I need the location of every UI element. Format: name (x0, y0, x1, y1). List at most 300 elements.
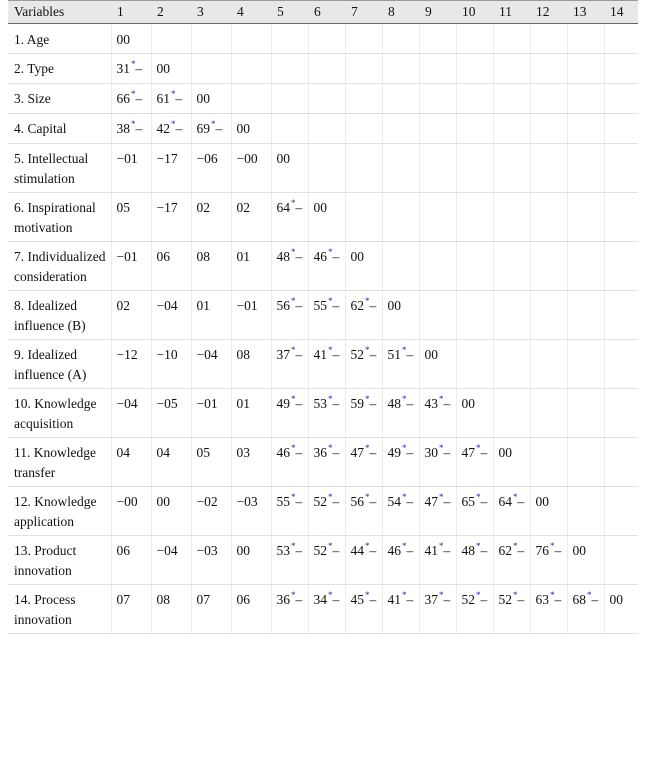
correlation-value: 52 (498, 592, 512, 607)
correlation-value: 52 (313, 543, 327, 558)
correlation-value: 62 (350, 298, 364, 313)
significance-marker[interactable]: * (328, 247, 333, 257)
table-cell (308, 54, 345, 84)
correlation-value: 08 (236, 347, 250, 362)
column-header-5: 5 (271, 1, 308, 24)
column-header-14: 14 (604, 1, 638, 24)
correlation-value: 43 (424, 396, 438, 411)
table-cell (308, 24, 345, 54)
table-cell (111, 291, 151, 340)
table-cell (493, 144, 530, 193)
table-cell (231, 585, 271, 634)
significance-marker[interactable]: * (402, 541, 407, 551)
correlation-value: 46 (276, 445, 290, 460)
column-header-4: 4 (231, 1, 271, 24)
table-cell (191, 487, 231, 536)
significance-marker[interactable]: * (291, 247, 296, 257)
table-cell (308, 291, 345, 340)
significance-trailer: – (332, 396, 340, 411)
significance-marker[interactable]: * (550, 541, 555, 551)
table-cell (345, 585, 382, 634)
table-cell (382, 242, 419, 291)
table-cell (419, 242, 456, 291)
table-cell (151, 24, 191, 54)
significance-marker[interactable]: * (291, 443, 296, 453)
correlation-value: −17 (156, 200, 178, 215)
significance-trailer: – (332, 445, 340, 460)
table-cell (530, 585, 567, 634)
table-cell (604, 84, 638, 114)
correlation-value: 47 (350, 445, 364, 460)
correlation-value: 37 (424, 592, 438, 607)
table-cell (530, 389, 567, 438)
correlation-value: 36 (313, 445, 327, 460)
variable-label: 14. Process innovation (8, 585, 111, 634)
table-cell (345, 242, 382, 291)
correlation-value: 34 (313, 592, 327, 607)
table-cell (231, 438, 271, 487)
table-cell (111, 438, 151, 487)
table-row (8, 24, 638, 54)
table-cell (604, 487, 638, 536)
table-cell (604, 193, 638, 242)
significance-marker[interactable]: * (291, 394, 296, 404)
table-cell (456, 389, 493, 438)
table-cell (231, 389, 271, 438)
table-cell (567, 536, 604, 585)
correlation-value: 00 (535, 494, 549, 509)
significance-trailer: – (443, 543, 451, 558)
correlation-value: 01 (236, 396, 250, 411)
table-cell (151, 291, 191, 340)
table-cell (345, 438, 382, 487)
table-cell (308, 536, 345, 585)
correlation-value: 07 (116, 592, 130, 607)
table-cell (493, 585, 530, 634)
significance-marker[interactable]: * (171, 119, 176, 129)
column-header-9: 9 (419, 1, 456, 24)
significance-trailer: – (443, 445, 451, 460)
significance-trailer: – (443, 396, 451, 411)
significance-trailer: – (295, 298, 303, 313)
significance-marker[interactable]: * (171, 89, 176, 99)
correlation-value: 76 (535, 543, 549, 558)
variable-label: 9. Idealized influence (A) (8, 340, 111, 389)
table-cell (271, 291, 308, 340)
correlation-value: 46 (387, 543, 401, 558)
table-row (8, 438, 638, 487)
table-cell (567, 24, 604, 54)
correlation-value: 51 (387, 347, 401, 362)
table-cell (111, 114, 151, 144)
table-cell (382, 54, 419, 84)
significance-trailer: – (369, 494, 377, 509)
table-cell (231, 84, 271, 114)
significance-marker[interactable]: * (291, 541, 296, 551)
correlation-value: 48 (387, 396, 401, 411)
significance-marker[interactable]: * (291, 296, 296, 306)
significance-marker[interactable]: * (402, 394, 407, 404)
table-cell (567, 144, 604, 193)
significance-trailer: – (295, 347, 303, 362)
table-cell (308, 438, 345, 487)
table-cell (530, 54, 567, 84)
table-cell (456, 242, 493, 291)
table-cell (111, 144, 151, 193)
significance-marker[interactable]: * (587, 590, 592, 600)
table-row (8, 291, 638, 340)
correlation-value: −10 (156, 347, 178, 362)
table-cell (345, 54, 382, 84)
column-header-10: 10 (456, 1, 493, 24)
significance-marker[interactable]: * (328, 394, 333, 404)
table-cell (345, 291, 382, 340)
table-cell (111, 242, 151, 291)
significance-marker[interactable]: * (439, 394, 444, 404)
table-cell (382, 193, 419, 242)
table-cell (530, 193, 567, 242)
table-cell (308, 585, 345, 634)
significance-marker[interactable]: * (402, 590, 407, 600)
table-cell (191, 193, 231, 242)
variable-label: 3. Size (8, 84, 111, 114)
correlation-value: −03 (196, 543, 218, 558)
correlation-value: 00 (498, 445, 512, 460)
table-cell (530, 438, 567, 487)
table-cell (419, 536, 456, 585)
significance-marker[interactable]: * (402, 492, 407, 502)
correlation-value: −17 (156, 151, 178, 166)
correlation-value: 00 (196, 91, 210, 106)
table-cell (191, 242, 231, 291)
significance-marker[interactable]: * (402, 443, 407, 453)
table-cell (530, 291, 567, 340)
significance-trailer: – (295, 200, 303, 215)
table-cell (231, 291, 271, 340)
significance-trailer: – (332, 347, 340, 362)
column-header-7: 7 (345, 1, 382, 24)
significance-marker[interactable]: * (365, 296, 370, 306)
table-cell (493, 291, 530, 340)
table-cell (419, 291, 456, 340)
table-cell (456, 114, 493, 144)
table-cell (345, 114, 382, 144)
table-cell (604, 291, 638, 340)
correlation-value: 08 (196, 249, 210, 264)
significance-marker[interactable]: * (291, 492, 296, 502)
significance-marker[interactable]: * (439, 443, 444, 453)
table-cell (151, 84, 191, 114)
significance-trailer: – (332, 543, 340, 558)
significance-marker[interactable]: * (365, 492, 370, 502)
variable-label: 13. Product innovation (8, 536, 111, 585)
significance-marker[interactable]: * (365, 541, 370, 551)
table-cell (345, 24, 382, 54)
table-cell (382, 438, 419, 487)
table-cell (231, 54, 271, 84)
table-cell (456, 585, 493, 634)
table-row (8, 340, 638, 389)
correlation-value: 49 (387, 445, 401, 460)
significance-marker[interactable]: * (328, 590, 333, 600)
table-cell (151, 487, 191, 536)
table-cell (530, 536, 567, 585)
significance-marker[interactable]: * (439, 492, 444, 502)
table-cell (191, 291, 231, 340)
table-cell (271, 585, 308, 634)
table-cell (530, 487, 567, 536)
correlation-value: −04 (196, 347, 218, 362)
correlation-value: 49 (276, 396, 290, 411)
significance-marker[interactable]: * (365, 590, 370, 600)
correlation-value: 52 (313, 494, 327, 509)
correlation-value: 46 (313, 249, 327, 264)
table-cell (493, 242, 530, 291)
table-cell (308, 144, 345, 193)
significance-trailer: – (406, 494, 414, 509)
table-cell (151, 536, 191, 585)
significance-marker[interactable]: * (211, 119, 216, 129)
variable-label: 8. Idealized influence (B) (8, 291, 111, 340)
correlation-value: −02 (196, 494, 218, 509)
table-cell (308, 340, 345, 389)
table-cell (345, 487, 382, 536)
table-row (8, 585, 638, 634)
significance-marker[interactable]: * (131, 89, 136, 99)
table-cell (382, 114, 419, 144)
correlation-value: 00 (609, 592, 623, 607)
correlation-value: −01 (196, 396, 218, 411)
significance-marker[interactable]: * (439, 590, 444, 600)
table-cell (456, 24, 493, 54)
column-header-13: 13 (567, 1, 604, 24)
table-cell (191, 84, 231, 114)
column-header-variables: Variables (8, 1, 111, 24)
table-cell (191, 340, 231, 389)
table-cell (382, 340, 419, 389)
table-cell (493, 54, 530, 84)
table-cell (493, 84, 530, 114)
column-header-12: 12 (530, 1, 567, 24)
correlation-value: 00 (313, 200, 327, 215)
correlation-value: 69 (196, 121, 210, 136)
table-cell (530, 242, 567, 291)
table-cell (456, 144, 493, 193)
variable-label: 4. Capital (8, 114, 111, 144)
table-cell (567, 487, 604, 536)
table-cell (151, 193, 191, 242)
correlation-value: 64 (276, 200, 290, 215)
significance-trailer: – (295, 543, 303, 558)
correlation-value: 56 (350, 494, 364, 509)
table-row (8, 487, 638, 536)
table-cell (231, 242, 271, 291)
significance-marker[interactable]: * (328, 541, 333, 551)
table-cell (530, 24, 567, 54)
significance-marker[interactable]: * (476, 492, 481, 502)
correlation-value: 64 (498, 494, 512, 509)
significance-marker[interactable]: * (328, 296, 333, 306)
significance-trailer: – (369, 445, 377, 460)
table-cell (271, 340, 308, 389)
table-cell (419, 193, 456, 242)
correlation-value: 00 (236, 543, 250, 558)
table-row (8, 389, 638, 438)
table-cell (419, 84, 456, 114)
table-cell (419, 24, 456, 54)
significance-trailer: – (175, 121, 183, 136)
significance-marker[interactable]: * (439, 541, 444, 551)
table-cell (151, 438, 191, 487)
table-cell (419, 54, 456, 84)
variable-label: 2. Type (8, 54, 111, 84)
variable-label: 10. Knowledge acquisition (8, 389, 111, 438)
table-cell (345, 536, 382, 585)
significance-trailer: – (480, 543, 488, 558)
table-cell (151, 242, 191, 291)
column-header-11: 11 (493, 1, 530, 24)
column-header-1: 1 (111, 1, 151, 24)
significance-trailer: – (369, 592, 377, 607)
significance-trailer: – (480, 494, 488, 509)
significance-marker[interactable]: * (291, 590, 296, 600)
table-cell (493, 193, 530, 242)
significance-marker[interactable]: * (550, 590, 555, 600)
table-header-row (8, 1, 638, 24)
table-cell (151, 340, 191, 389)
correlation-value: −06 (196, 151, 218, 166)
table-cell (456, 54, 493, 84)
significance-trailer: – (369, 543, 377, 558)
correlation-value: 00 (116, 32, 130, 47)
significance-trailer: – (406, 592, 414, 607)
table-cell (604, 54, 638, 84)
column-header-8: 8 (382, 1, 419, 24)
table-cell (271, 438, 308, 487)
table-cell (345, 144, 382, 193)
significance-trailer: – (517, 592, 525, 607)
significance-trailer: – (480, 445, 488, 460)
correlation-value: 00 (156, 494, 170, 509)
correlation-value: 00 (156, 61, 170, 76)
table-cell (382, 144, 419, 193)
correlation-value: 02 (196, 200, 210, 215)
significance-marker[interactable]: * (291, 198, 296, 208)
table-cell (151, 114, 191, 144)
table-cell (111, 24, 151, 54)
table-cell (382, 291, 419, 340)
significance-marker[interactable]: * (476, 590, 481, 600)
correlation-value: 00 (572, 543, 586, 558)
correlation-value: −04 (156, 298, 178, 313)
significance-marker[interactable]: * (365, 345, 370, 355)
table-cell (382, 84, 419, 114)
significance-marker[interactable]: * (365, 443, 370, 453)
significance-trailer: – (295, 494, 303, 509)
table-cell (271, 487, 308, 536)
significance-trailer: – (443, 494, 451, 509)
significance-marker[interactable]: * (328, 345, 333, 355)
variable-label: 11. Knowledge transfer (8, 438, 111, 487)
significance-trailer: – (135, 121, 143, 136)
significance-trailer: – (295, 445, 303, 460)
table-cell (345, 340, 382, 389)
correlation-value: 06 (116, 543, 130, 558)
correlation-value: 52 (461, 592, 475, 607)
table-cell (567, 389, 604, 438)
correlation-value: 31 (116, 61, 130, 76)
table-cell (111, 487, 151, 536)
variable-label: 6. Inspirational motivation (8, 193, 111, 242)
correlation-value: 02 (116, 298, 130, 313)
significance-trailer: – (332, 298, 340, 313)
significance-marker[interactable]: * (328, 492, 333, 502)
table-cell (567, 340, 604, 389)
correlation-value: 02 (236, 200, 250, 215)
significance-marker[interactable]: * (402, 345, 407, 355)
correlation-value: 00 (424, 347, 438, 362)
significance-marker[interactable]: * (291, 345, 296, 355)
significance-marker[interactable]: * (131, 59, 136, 69)
correlation-value: 53 (276, 543, 290, 558)
correlation-value: 00 (461, 396, 475, 411)
table-cell (493, 487, 530, 536)
table-cell (567, 84, 604, 114)
table-cell (567, 114, 604, 144)
table-cell (456, 438, 493, 487)
table-cell (271, 242, 308, 291)
correlation-value: 00 (276, 151, 290, 166)
table-cell (111, 536, 151, 585)
significance-marker[interactable]: * (476, 443, 481, 453)
table-cell (419, 340, 456, 389)
significance-marker[interactable]: * (328, 443, 333, 453)
significance-marker[interactable]: * (513, 541, 518, 551)
correlation-value: 04 (156, 445, 170, 460)
table-cell (271, 193, 308, 242)
table-cell (530, 84, 567, 114)
significance-marker[interactable]: * (476, 541, 481, 551)
table-cell (191, 585, 231, 634)
column-header-6: 6 (308, 1, 345, 24)
table-cell (530, 114, 567, 144)
correlation-value: 55 (313, 298, 327, 313)
table-cell (345, 193, 382, 242)
significance-trailer: – (332, 494, 340, 509)
correlation-value: −01 (236, 298, 258, 313)
correlation-value: 30 (424, 445, 438, 460)
table-body (8, 24, 638, 634)
significance-trailer: – (332, 249, 340, 264)
table-cell (456, 536, 493, 585)
significance-trailer: – (443, 592, 451, 607)
table-cell (419, 438, 456, 487)
table-cell (419, 114, 456, 144)
table-cell (271, 54, 308, 84)
variable-label: 7. Individualized consideration (8, 242, 111, 291)
correlation-value: 41 (387, 592, 401, 607)
table-cell (456, 487, 493, 536)
correlation-value: 62 (498, 543, 512, 558)
significance-marker[interactable]: * (513, 492, 518, 502)
correlation-value: 65 (461, 494, 475, 509)
significance-marker[interactable]: * (365, 394, 370, 404)
significance-marker[interactable]: * (513, 590, 518, 600)
significance-marker[interactable]: * (131, 119, 136, 129)
correlation-value: 05 (196, 445, 210, 460)
table-cell (604, 340, 638, 389)
correlation-value: 07 (196, 592, 210, 607)
